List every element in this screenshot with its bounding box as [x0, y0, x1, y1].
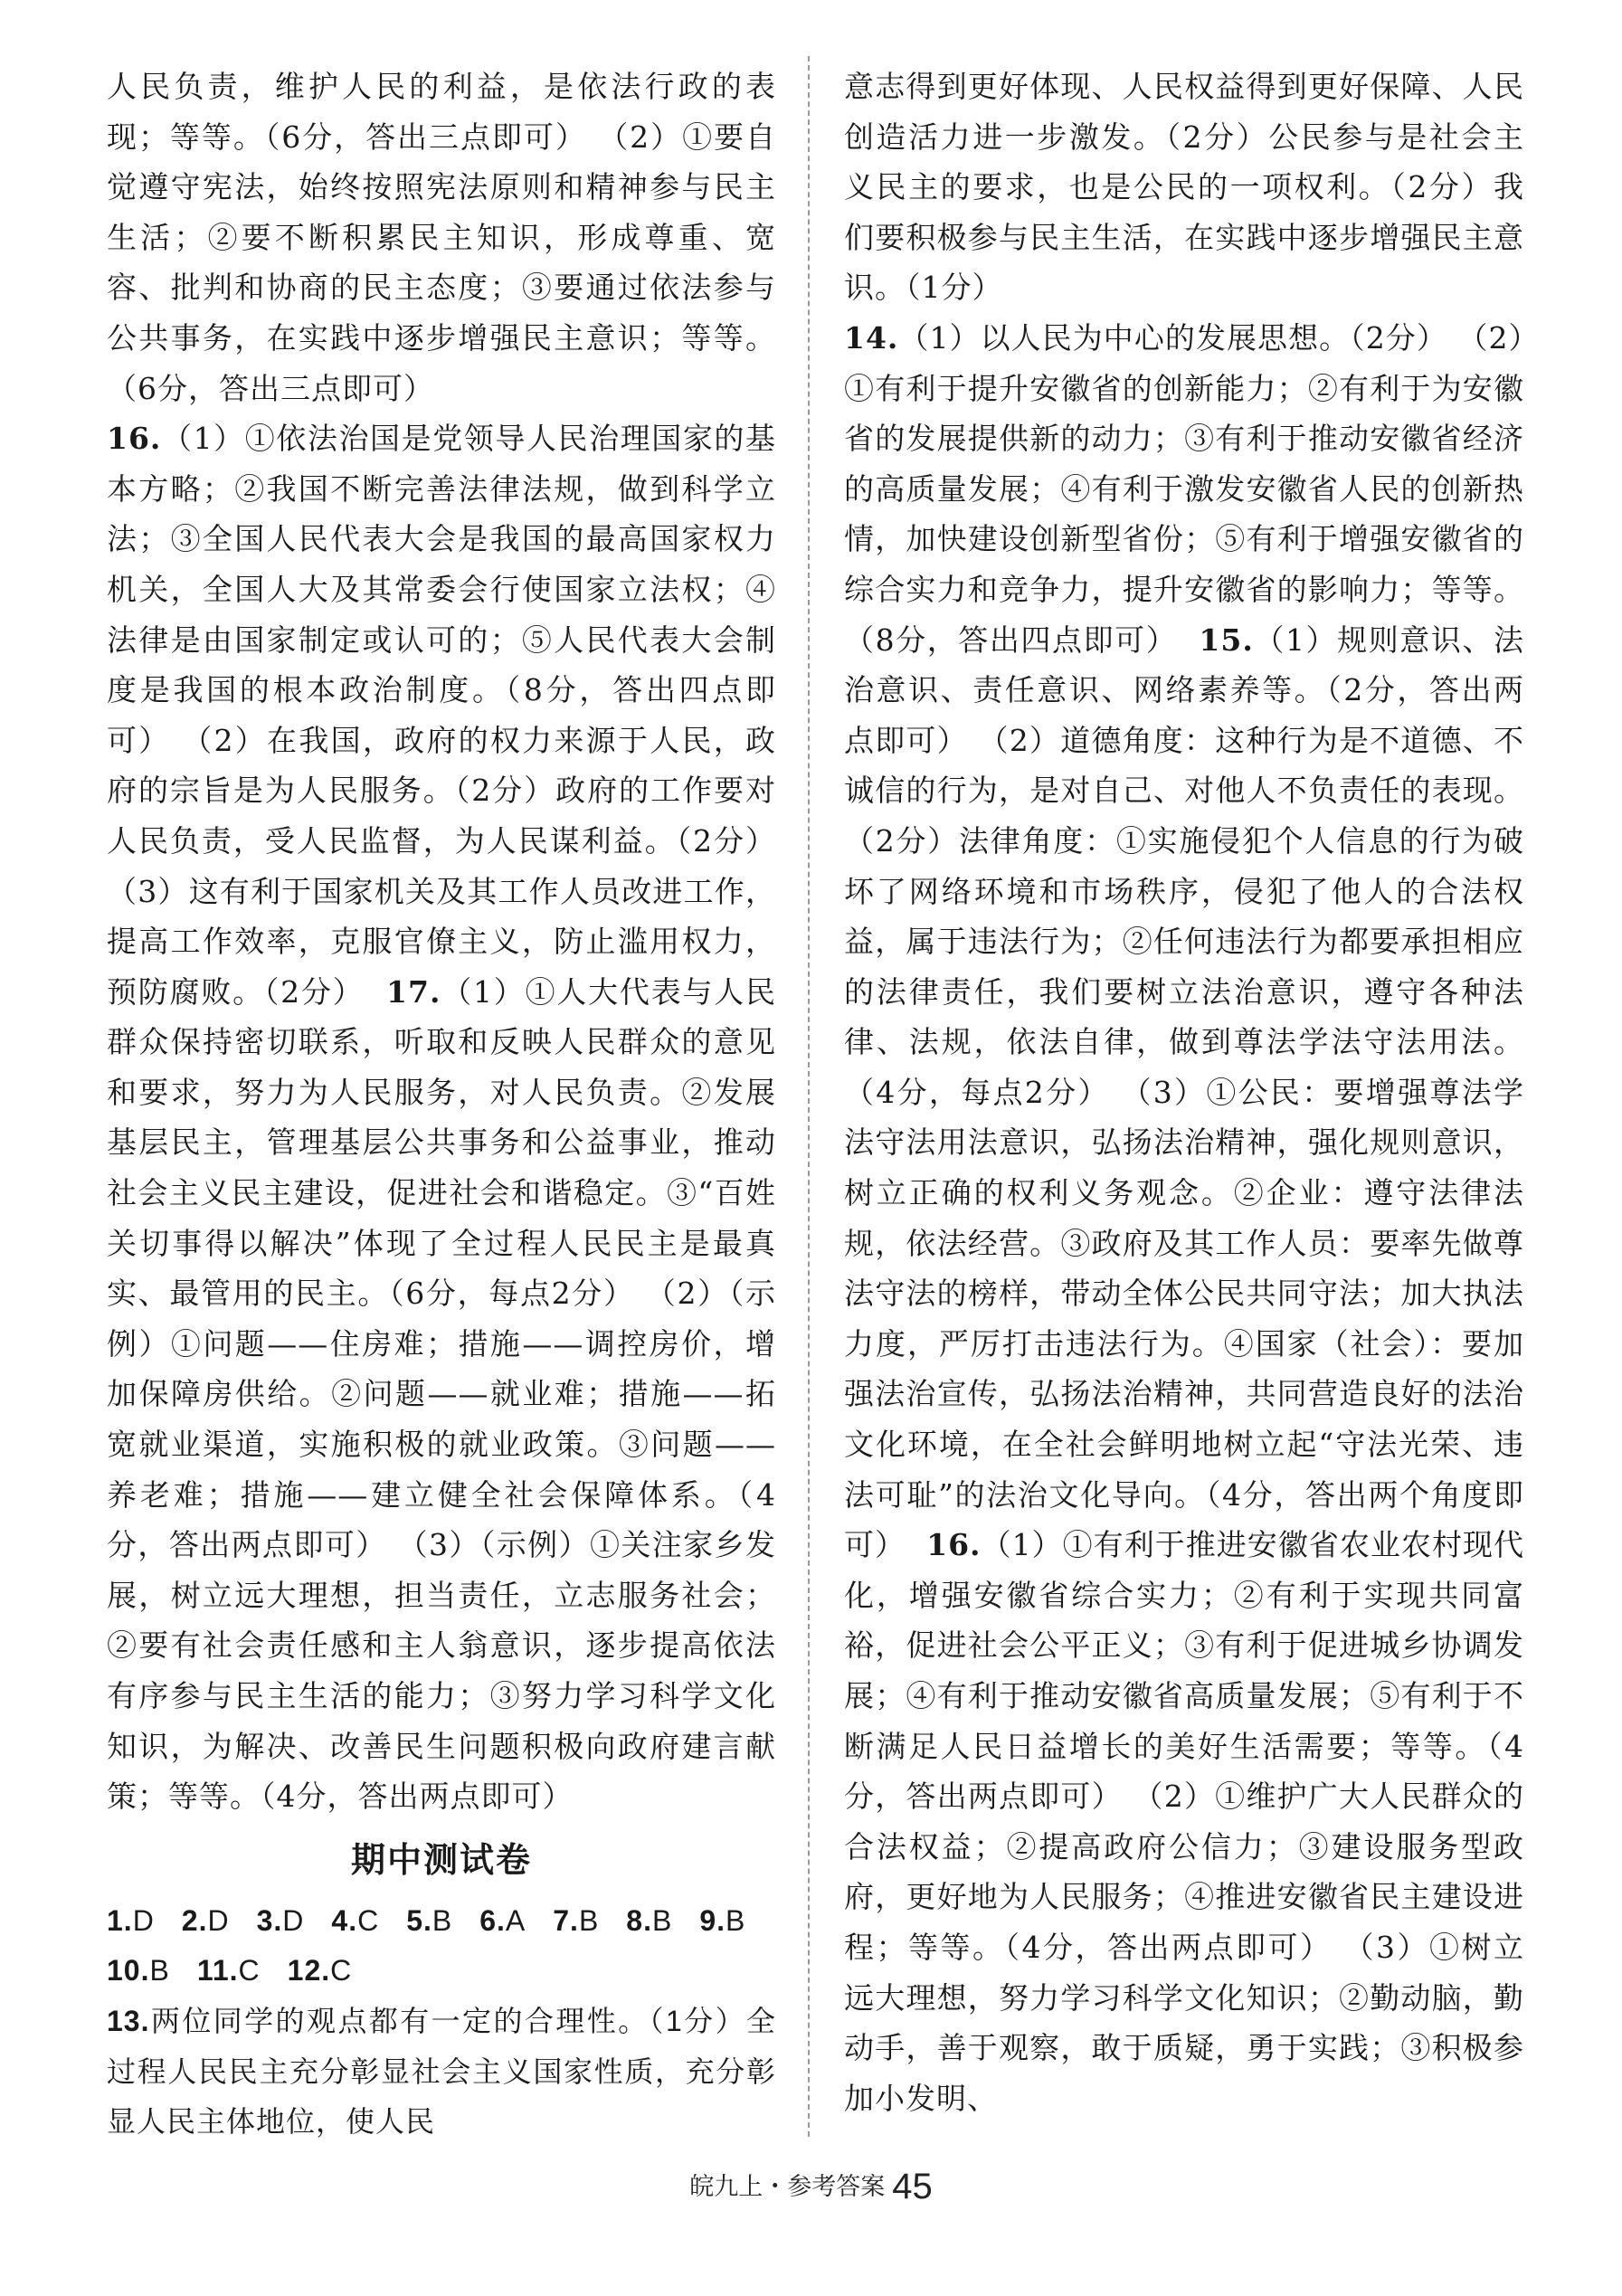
paragraph-text: （1）①依法治国是党领导人民治理国家的基本方略；②我国不断完善法律法规，做到科学立法；③全国人民代表大会是我国的最高国家权力机关，全国人大及其常委会行使国家立法权；④法律是由国家制定或认可的；⑤人民代表大会制度是我国的根本政治制度。（8分，答出四点即可） （2）在我国，政府的权力来源于人民，政府的宗旨是为人民服务。（2分）政府的工作要对人民负责，受人民监督，为人民谋利益。（2分） （3）这有利于国家机关及其工作人员改进工作，提高工作效率，克服官僚主义，防止滥用权力，预防腐败。（2分）: [107, 421, 776, 1010]
answer-item: 12.C: [287, 1954, 353, 1988]
answer-item: 2.D: [181, 1903, 230, 1937]
left-column: [107, 62, 776, 2148]
paragraph-text: （1）规则意识、法治意识、责任意识、网络素养等。（2分，答出两点即可） （2）道德角度：这种行为是不道德、不诚信的行为，是对自己、对他人不负责任的表现。（2分）法律角度：①实施侵犯个人信息的行为破坏了网络环境和市场秩序，侵犯了他人的合法权益，属于违法行为；②任何违法行为都要承担相应的法律责任，我们要树立法治意识，遵守各种法律、法规，依法自律，做到尊法学法守法用法。（4分，每点2分） （3）①公民：要增强尊法学法守法用法意识，弘扬法治精神，强化规则意识，树立正确的权利义务观念。②企业：遵守法律法规，依法经营。③政府及其工作人员：要率先做尊法守法的榜样，带动全体公民共同守法；加大执法力度，严厉打击违法行为。④国家（社会）：要加强法治宣传，弘扬法治精神，共同营造良好的法治文化环境，在全社会鲜明地树立起“守法光荣、违法可耻”的法治文化导向。（4分，答出两个角度即可）: [844, 621, 1524, 1563]
column-divider: [808, 56, 810, 2137]
answer-item: 9.B: [699, 1903, 746, 1937]
right-column: [844, 62, 1524, 2123]
paragraph-text: 人民负责，维护人民的利益，是依法行政的表现；等等。（6分，答出三点即可） （2）①要自觉遵守宪法，始终按照宪法原则和精神参与民主生活；②要不断积累民主知识，形成尊重、宽容、批判和协商的民主态度；③要通过依法参与公共事务，在实践中逐步增强民主意识；等等。（6分，答出三点即可）: [107, 69, 776, 406]
answer-item: 3.D: [256, 1903, 305, 1937]
answer-item: 10.B: [107, 1954, 170, 1988]
answer-item: 7.B: [553, 1903, 600, 1937]
multiple-choice-answers: [107, 1896, 776, 2148]
answer-item: 8.B: [626, 1903, 673, 1937]
answer-paragraph-16-17: [107, 413, 776, 1822]
paragraph-text: （1）①人大代表与人民群众保持密切联系，听取和反映人民群众的意见和要求，努力为人民服务，对人民负责。②发展基层民主，管理基层公共事务和公益事业，推动社会主义民主建设，促进社会和谐稳定。③“百姓关切事得以解决”体现了全过程人民民主是最真实、最管用的民主。（6分，每点2分） （2）（示例）①问题——住房难；措施——调控房价，增加保障房供给。②问题——就业难；措施——拓宽就业渠道，实施积极的就业政策。③问题——养老难；措施——建立健全社会保障体系。（4分，答出两点即可） （3）（示例）①关注家乡发展，树立远大理想，担当责任，立志服务社会；②要有社会责任感和主人翁意识，逐步提高依法有序参与民主生活的能力；③努力学习科学文化知识，为解决、改善民生问题积极向政府建言献策；等等。（4分，答出两点即可）: [107, 973, 776, 1815]
answer-item: 13.两位同学的观点都有一定的合理性。（1分）全过程人民民主充分彰显社会主义国家性质，充分彰显人民主体地位，使人民: [107, 2004, 776, 2139]
question-number: 16.: [926, 1527, 982, 1563]
answer-item: 11.C: [196, 1954, 261, 1988]
answer-item: 1.D: [107, 1903, 155, 1937]
answer-paragraph-13-continued: [844, 62, 1524, 313]
page-number: 45: [892, 2167, 933, 2206]
answer-item: 4.C: [331, 1903, 380, 1937]
answer-item: 6.A: [479, 1903, 526, 1937]
question-number: 17.: [386, 973, 441, 1010]
answer-item: 5.B: [406, 1903, 453, 1937]
paragraph-text: （1）①有利于推进安徽省农业农村现代化，增强安徽省综合实力；②有利于实现共同富裕，促进社会公平正义；③有利于促进城乡协调发展；④有利于推动安徽省高质量发展；⑤有利于不断满足人民日益增长的美好生活需要；等等。（4分，答出两点即可） （2）①维护广大人民群众的合法权益；②提高政府公信力；③建设服务型政府，更好地为人民服务；④推进安徽省民主建设进程；等等。（4分，答出两点即可） （3）①树立远大理想，努力学习科学文化知识；②勤动脑，勤动手，善于观察，敢于质疑，勇于实践；③积极参加小发明、: [844, 1527, 1524, 2116]
question-number: 16.: [107, 421, 162, 457]
page-footer: [0, 2167, 1622, 2207]
footer-label: 皖九上・参考答案: [689, 2173, 886, 2201]
question-number: 15.: [1199, 621, 1254, 658]
answer-paragraph-15-continued: [107, 62, 776, 413]
question-number: 14.: [844, 319, 899, 356]
paragraph-text: 意志得到更好体现、人民权益得到更好保障、人民创造活力进一步激发。（2分）公民参与是社会主义民主的要求，也是公民的一项权利。（2分）我们要积极参与民主生活，在实践中逐步增强民主意识。（1分）: [844, 69, 1524, 306]
answer-paragraph-14-15: [844, 313, 1524, 2123]
paragraph-text: （1）以人民为中心的发展思想。（2分） （2）①有利于提升安徽省的创新能力；②有利于为安徽省的发展提供新的动力；③有利于推动安徽省经济的高质量发展；④有利于激发安徽省人民的创新热情，加快建设创新型省份；⑤有利于增强安徽省的综合实力和竞争力，提升安徽省的影响力；等等。（8分，答出四点即可）: [844, 319, 1524, 658]
section-title: 期中测试卷: [350, 1839, 532, 1880]
